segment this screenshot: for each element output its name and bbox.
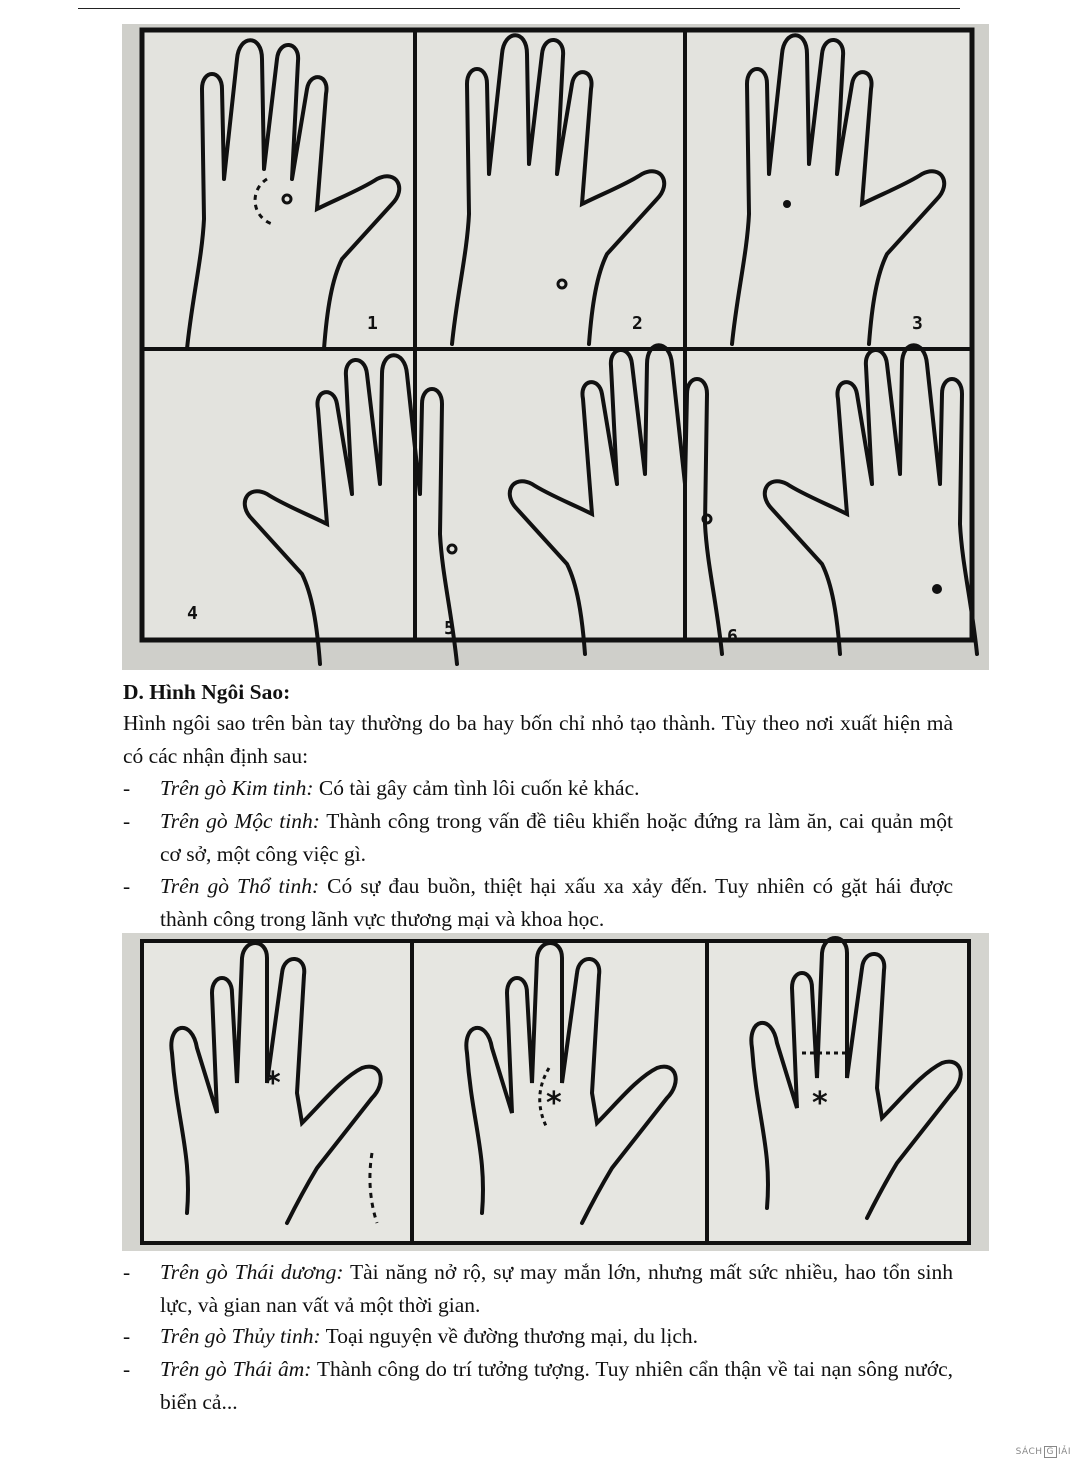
- intro-paragraph: Hình ngôi sao trên bàn tay thường do ba hay bốn chỉ nhỏ tạo thành. Tùy theo nơi xuất hiện mà có các nhận định sau:: [123, 711, 953, 768]
- item-text: Toại nguyện về đường thương mại, du lịch.: [320, 1324, 699, 1348]
- panel-number-1: 1: [367, 313, 378, 334]
- list-item-thuy-tinh: [123, 1320, 953, 1353]
- list-item-thai-am: [123, 1353, 953, 1418]
- list-dash: -: [123, 1324, 131, 1348]
- panel-number-2: 2: [632, 313, 643, 334]
- list-item-kim-tinh: [123, 772, 953, 805]
- list-dash: -: [123, 874, 131, 898]
- watermark-left: SÁCH: [1015, 1447, 1043, 1457]
- item-text: Tài năng nở rộ, sự may mắn lớn, nhưng mất sức nhiều, hao tổn sinh lực, và gian nan vất vả một thời gian.: [160, 1260, 953, 1317]
- star-mark-3: *: [812, 1086, 828, 1121]
- item-term: Trên gò Thổ tinh:: [160, 874, 320, 898]
- list-dash: -: [123, 776, 131, 800]
- list-dash: -: [123, 809, 131, 833]
- item-term: Trên gò Kim tinh:: [160, 776, 314, 800]
- item-term: Trên gò Thái dương:: [160, 1260, 344, 1284]
- item-term: Trên gò Thái âm:: [160, 1357, 312, 1381]
- section-heading: D. Hình Ngôi Sao:: [123, 680, 291, 704]
- top-rule: [78, 8, 960, 9]
- item-text: Thành công do trí tưởng tượng. Tuy nhiên cẩn thận về tai nạn sông nước, biển cả...: [160, 1357, 953, 1414]
- palm-diagram-stars: [122, 933, 989, 1251]
- list-dash: -: [123, 1357, 131, 1381]
- palm-diagram-circles: [122, 24, 989, 670]
- list-item-thai-duong: [123, 1256, 953, 1321]
- watermark-logo: [1016, 1446, 1071, 1458]
- item-text: Có sự đau buồn, thiệt hại xấu xa xảy đến. Tuy nhiên có gặt hái được thành công trong lãnh vực thương mại và khoa học.: [160, 874, 953, 931]
- item-text: Có tài gây cảm tình lôi cuốn kẻ khác.: [313, 776, 640, 800]
- panel-number-6: 6: [727, 626, 738, 647]
- watermark-right: IẢI: [1058, 1447, 1071, 1457]
- panel-number-3: 3: [912, 313, 923, 334]
- item-term: Trên gò Thủy tinh:: [160, 1324, 321, 1348]
- list-item-moc-tinh: [123, 805, 953, 870]
- panel-number-4: 4: [187, 603, 198, 624]
- panel-number-5: 5: [444, 618, 455, 639]
- watermark-box: G: [1044, 1446, 1057, 1458]
- item-term: Trên gò Mộc tinh:: [160, 809, 320, 833]
- list-dash: -: [123, 1260, 131, 1284]
- star-mark-1: *: [265, 1066, 281, 1101]
- star-mark-2: *: [546, 1086, 562, 1121]
- item-text: Thành công trong vấn đề tiêu khiển hoặc đứng ra làm ăn, cai quản một cơ sở, một công việc gì.: [160, 809, 953, 866]
- list-item-tho-tinh: [123, 870, 953, 935]
